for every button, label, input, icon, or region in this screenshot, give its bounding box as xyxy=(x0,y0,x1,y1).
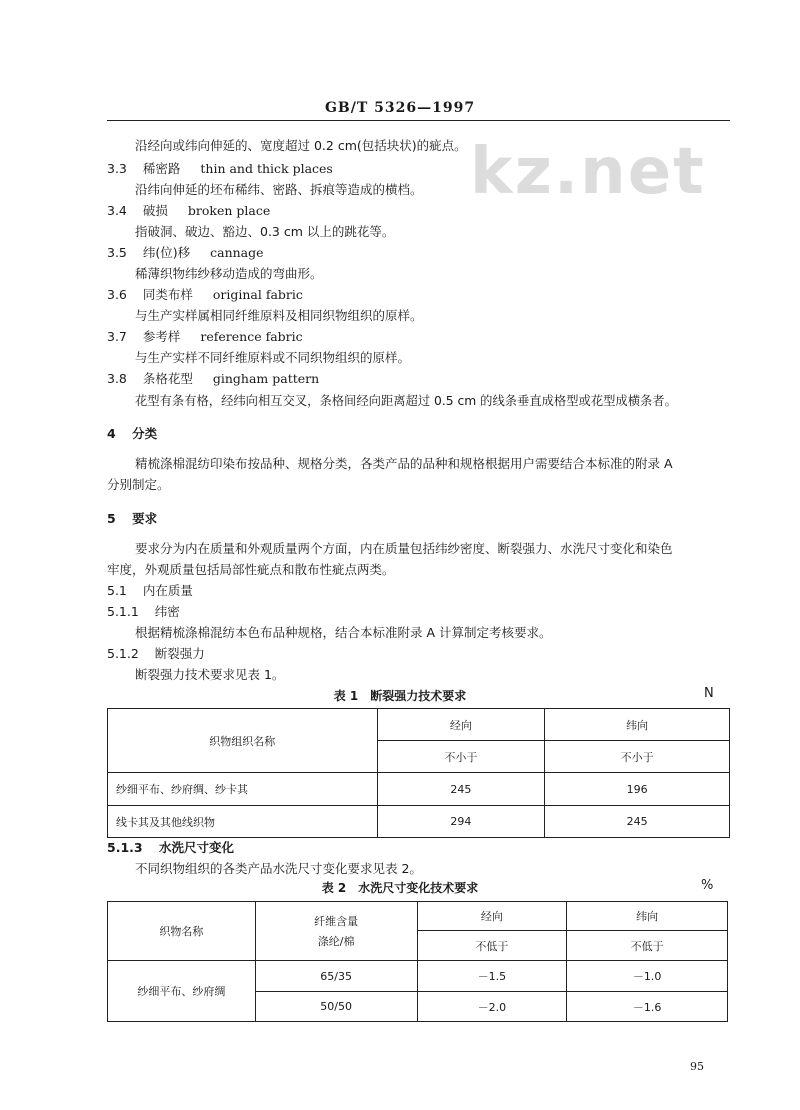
section-title: 稀密路 xyxy=(142,161,181,176)
page-number: 95 xyxy=(690,1060,704,1073)
section-number: 3.4 xyxy=(107,203,127,218)
section-title-en: cannage xyxy=(210,245,264,260)
section-title: 纬(位)移 xyxy=(142,245,191,260)
section-3-6-desc: 与生产实样属相同纤维原料及相同织物组织的原样。 xyxy=(135,308,423,323)
section-5-para-line: 要求分为内在质量和外观质量两个方面，内在质量包括纬纱密度、断裂强力、水洗尺寸变化和染色 xyxy=(135,541,673,556)
table2-header-fiber-line1: 纤维含量 xyxy=(314,915,359,928)
section-title-en: original fabric xyxy=(212,287,303,302)
table-row xyxy=(108,961,728,992)
section-number: 5.1.2 xyxy=(107,646,139,661)
page-header: GB/T 5326—1997 xyxy=(324,100,476,116)
section-3-8-desc: 花型有条有格，经纬向相互交叉，条格间经向距离超过 0.5 cm 的线条垂直成格型或花型成横条者。 xyxy=(135,394,677,408)
section-title: 断裂强力 xyxy=(154,646,205,661)
section-3-3-desc: 沿纬向伸延的坯布稀纬、密路、拆痕等造成的横档。 xyxy=(135,182,423,197)
section-3-4-heading xyxy=(107,201,270,219)
table1-header-warp: 经向 xyxy=(377,709,545,741)
table2-cell-fiber: 50/50 xyxy=(255,992,417,1022)
table1-caption: 表 1 断裂强力技术要求 xyxy=(333,689,467,703)
table1-cell-warp: 245 xyxy=(377,773,545,806)
table1-sub-warp: 不小于 xyxy=(377,741,545,773)
section-3-4-desc: 指破洞、破边、豁边、0.3 cm 以上的跳花等。 xyxy=(135,224,395,239)
section-3-3-heading xyxy=(107,159,333,177)
section-title: 分类 xyxy=(132,426,158,441)
para-line: 沿经向或纬向伸延的、宽度超过 0.2 cm(包括块状)的疵点。 xyxy=(135,138,467,153)
section-3-7-heading xyxy=(107,327,303,345)
table2-header-fiber xyxy=(255,902,417,961)
section-number: 5 xyxy=(107,511,116,526)
table1-header-weft: 纬向 xyxy=(545,709,730,741)
table1 xyxy=(107,708,730,838)
section-5-para-line: 牢度，外观质量包括局部性疵点和散布性疵点两类。 xyxy=(107,562,395,577)
table1-sub-weft: 不小于 xyxy=(545,741,730,773)
table2-unit: % xyxy=(701,878,714,893)
table2-cell-name: 纱细平布、纱府绸 xyxy=(108,961,256,1022)
table1-header-name: 织物组织名称 xyxy=(108,709,378,773)
section-5-1-3-heading xyxy=(107,838,234,856)
table2-cell-warp: －2.0 xyxy=(417,992,567,1022)
table1-cell-name: 线卡其及其他线织物 xyxy=(108,806,378,838)
table1-cell-warp: 294 xyxy=(377,806,545,838)
section-title: 纬密 xyxy=(154,604,180,619)
section-5-1-1-desc: 根据精梳涤棉混纺本色布品种规格，结合本标准附录 A 计算制定考核要求。 xyxy=(135,625,552,640)
table1-cell-name: 纱细平布、纱府绸、纱卡其 xyxy=(108,773,378,806)
table2-cell-fiber: 65/35 xyxy=(255,961,417,992)
table2 xyxy=(107,901,728,1022)
section-5-1-2-desc: 断裂强力技术要求见表 1。 xyxy=(135,667,285,682)
table2-header-warp: 经向 xyxy=(417,902,567,931)
table2-sub-weft: 不低于 xyxy=(567,931,728,961)
table2-cell-warp: －1.5 xyxy=(417,961,567,992)
table2-header-name: 织物名称 xyxy=(108,902,256,961)
section-number: 3.8 xyxy=(107,371,127,386)
section-title: 要求 xyxy=(132,511,158,526)
header-rule xyxy=(107,120,730,121)
section-3-7-desc: 与生产实样不同纤维原料或不同织物组织的原样。 xyxy=(135,350,411,365)
section-number: 5.1.3 xyxy=(107,840,143,855)
section-4-para-line: 精梳涤棉混纺印染布按品种、规格分类，各类产品的品种和规格根据用户需要结合本标准的附录 A xyxy=(135,456,673,471)
section-number: 4 xyxy=(107,426,116,441)
section-title-en: reference fabric xyxy=(200,329,303,344)
section-4-heading xyxy=(107,424,157,442)
section-title: 条格花型 xyxy=(142,371,193,386)
section-title-en: gingham pattern xyxy=(212,371,320,386)
table2-caption: 表 2 水洗尺寸变化技术要求 xyxy=(321,881,479,895)
section-4-para-line: 分别制定。 xyxy=(107,477,170,492)
section-3-5-heading xyxy=(107,243,264,261)
table2-header-fiber-line2: 涤纶/棉 xyxy=(317,935,355,948)
section-title-en: thin and thick places xyxy=(200,161,333,176)
section-number: 5.1 xyxy=(107,583,127,598)
section-title: 同类布样 xyxy=(142,287,193,302)
section-5-1-heading xyxy=(107,581,193,599)
section-number: 3.7 xyxy=(107,329,127,344)
watermark: kz.net xyxy=(470,135,706,209)
table1-unit: N xyxy=(704,686,714,701)
section-number: 3.5 xyxy=(107,245,127,260)
table2-cell-weft: －1.6 xyxy=(567,992,728,1022)
section-5-1-3-desc: 不同织物组织的各类产品水洗尺寸变化要求见表 2。 xyxy=(135,861,422,876)
section-number: 3.3 xyxy=(107,161,127,176)
table-row xyxy=(108,806,730,838)
section-title: 水洗尺寸变化 xyxy=(158,840,234,855)
section-title-en: broken place xyxy=(187,203,271,218)
table1-cell-weft: 196 xyxy=(545,773,730,806)
table1-cell-weft: 245 xyxy=(545,806,730,838)
table2-sub-warp: 不低于 xyxy=(417,931,567,961)
section-number: 3.6 xyxy=(107,287,127,302)
section-title: 参考样 xyxy=(142,329,181,344)
section-3-6-heading xyxy=(107,285,303,303)
section-5-1-2-heading xyxy=(107,644,205,662)
table2-header-weft: 纬向 xyxy=(567,902,728,931)
section-title: 破损 xyxy=(142,203,168,218)
section-number: 5.1.1 xyxy=(107,604,139,619)
section-3-8-heading xyxy=(107,369,319,387)
section-3-5-desc: 稀薄织物纬纱移动造成的弯曲形。 xyxy=(135,266,323,281)
table2-cell-weft: －1.0 xyxy=(567,961,728,992)
section-title: 内在质量 xyxy=(142,583,193,598)
section-5-1-1-heading xyxy=(107,602,180,620)
section-5-heading xyxy=(107,509,157,527)
table-row xyxy=(108,773,730,806)
